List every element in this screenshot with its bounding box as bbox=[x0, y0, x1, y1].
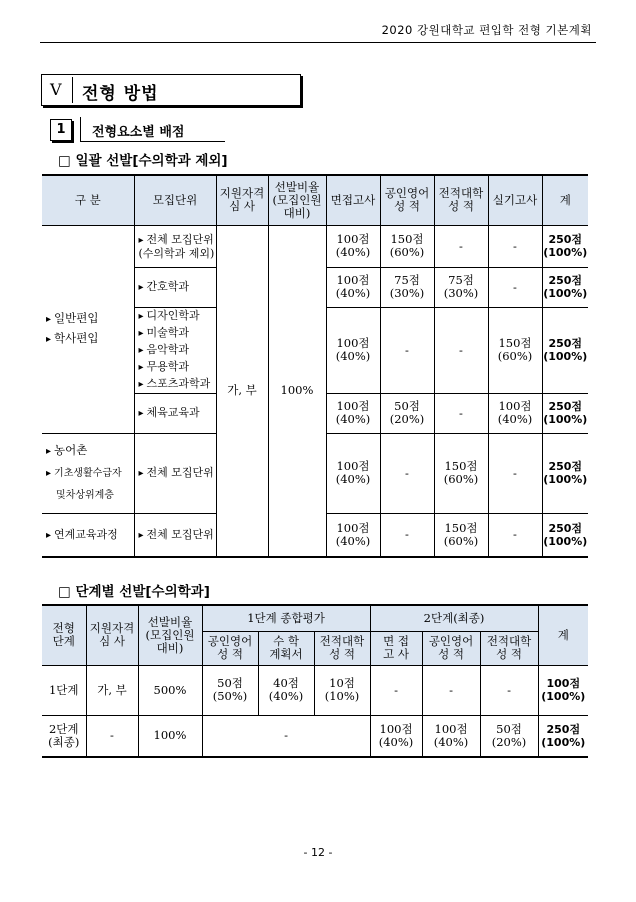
interview-cell bbox=[326, 267, 380, 307]
header-s2-interview bbox=[370, 631, 422, 665]
list-item: ▸ 기초생활수급자 bbox=[46, 468, 122, 479]
unit-cell: ▸ 체육교육과 bbox=[134, 393, 216, 433]
table1-label: □ 일괄 선발[수의학과 제외] bbox=[58, 153, 228, 169]
value: 250점 bbox=[548, 337, 583, 350]
value: (100%) bbox=[543, 287, 588, 300]
unit-name: 무용학과 bbox=[146, 359, 190, 373]
value: 150점 bbox=[498, 336, 532, 350]
group-item: 학사편입 bbox=[54, 331, 99, 345]
header-line: 면 접 bbox=[383, 634, 409, 648]
header-line: 성 적 bbox=[217, 647, 243, 661]
unit-cell: ▸ 간호학과 bbox=[134, 267, 216, 307]
s2-interview-cell: - bbox=[370, 665, 422, 715]
s2-english-cell: - bbox=[422, 665, 480, 715]
value: 250점 bbox=[546, 722, 581, 736]
s2-interview-cell bbox=[370, 715, 422, 757]
value: 40점 bbox=[273, 676, 299, 690]
s1-plan-cell bbox=[258, 665, 314, 715]
header-stage bbox=[42, 605, 86, 665]
s2-transcript-cell bbox=[480, 715, 538, 757]
table1-header-row bbox=[42, 175, 588, 225]
value: 250점 bbox=[548, 274, 583, 287]
total-cell bbox=[538, 715, 588, 757]
header-line: 성 적 bbox=[329, 647, 355, 661]
unit-cell: ▸ 전체 모집단위 bbox=[134, 513, 216, 557]
value: 100점 bbox=[336, 520, 370, 535]
unit-cell bbox=[134, 307, 216, 393]
value: (100%) bbox=[543, 350, 588, 363]
value: (50%) bbox=[212, 689, 248, 703]
unit-cell: ▸ 전체 모집단위 (수의학과 제외) bbox=[134, 225, 216, 267]
value: (40%) bbox=[335, 286, 371, 300]
header-line: 성 적 bbox=[394, 199, 420, 214]
value: 100점 bbox=[336, 273, 370, 287]
value: 50점 bbox=[394, 399, 420, 413]
value: 250점 bbox=[548, 521, 583, 535]
unit-name: 음악학과 bbox=[146, 342, 190, 356]
section-number: Ⅴ bbox=[50, 80, 62, 99]
header-line: 단계 bbox=[52, 634, 75, 649]
interview-cell bbox=[326, 307, 380, 393]
header-line: 심 사 bbox=[229, 199, 255, 214]
scoring-table-veterinary bbox=[42, 604, 588, 758]
unit-name: (수의학과 제외) bbox=[138, 246, 215, 260]
value: 100점 bbox=[379, 721, 413, 736]
interview-cell bbox=[326, 225, 380, 267]
list-item: ▸ 디자인학과 bbox=[138, 308, 200, 322]
transcript-cell: - bbox=[434, 307, 488, 393]
value: (60%) bbox=[443, 472, 479, 486]
practical-cell bbox=[488, 393, 542, 433]
english-cell bbox=[380, 393, 434, 433]
total-cell bbox=[542, 267, 588, 307]
value: (30%) bbox=[389, 286, 425, 300]
header-line: (모집인원 bbox=[145, 627, 195, 642]
value: (100%) bbox=[543, 473, 588, 486]
value: (100%) bbox=[543, 246, 588, 259]
table-row bbox=[42, 665, 588, 715]
unit-name: 체육교육과 bbox=[146, 406, 200, 419]
group-cell bbox=[42, 225, 134, 433]
value: 75점 bbox=[448, 273, 474, 287]
value: (40%) bbox=[268, 689, 304, 703]
page-number: - 12 - bbox=[303, 846, 333, 859]
value: (10%) bbox=[324, 689, 360, 703]
unit-name: 전체 모집단위 bbox=[146, 232, 214, 246]
value: (60%) bbox=[497, 349, 533, 363]
header-line: 공인영어 bbox=[428, 634, 474, 648]
unit-name: 간호학과 bbox=[146, 280, 190, 293]
subsection-divider bbox=[80, 117, 81, 141]
value: (100%) bbox=[543, 413, 588, 426]
unit-name: 미술학과 bbox=[146, 325, 190, 339]
list-item bbox=[46, 485, 134, 507]
qual-cell: - bbox=[86, 715, 138, 757]
value: (60%) bbox=[389, 245, 425, 259]
header-line: 전적대학 bbox=[319, 634, 365, 648]
interview-cell bbox=[326, 513, 380, 557]
header-english bbox=[380, 175, 434, 225]
unit-cell: ▸ 전체 모집단위 bbox=[134, 433, 216, 513]
table-row bbox=[42, 225, 588, 267]
list-item: ▸ 스포츠과학과 bbox=[138, 376, 211, 390]
total-cell bbox=[538, 665, 588, 715]
s1-transcript-cell bbox=[314, 665, 370, 715]
value: (40%) bbox=[335, 533, 371, 548]
value: (최종) bbox=[48, 734, 80, 749]
list-item: ▸ 음악학과 bbox=[138, 342, 190, 356]
value: 150점 bbox=[444, 520, 478, 535]
value: 250점 bbox=[548, 460, 583, 473]
header-gubun: 구 분 bbox=[42, 175, 134, 225]
header-line: 성 적 bbox=[496, 647, 522, 661]
header-line: 지원자격 bbox=[89, 621, 135, 636]
header-line: 고 사 bbox=[383, 647, 409, 661]
list-item: ▸ 미술학과 bbox=[138, 325, 190, 339]
english-cell: - bbox=[380, 433, 434, 513]
header-line: 전적대학 bbox=[486, 634, 532, 648]
total-cell bbox=[542, 225, 588, 267]
header-ratio bbox=[138, 605, 202, 665]
practical-cell bbox=[488, 307, 542, 393]
unit-name: 디자인학과 bbox=[146, 308, 200, 322]
header-line: (모집인원 bbox=[272, 192, 322, 207]
value: 50점 bbox=[496, 721, 522, 736]
practical-cell: - bbox=[488, 225, 542, 267]
total-cell bbox=[542, 433, 588, 513]
transcript-cell bbox=[434, 513, 488, 557]
header-s1-plan bbox=[258, 631, 314, 665]
header-line: 성 적 bbox=[438, 647, 464, 661]
value: (40%) bbox=[497, 412, 533, 426]
header-line: 지원자격 bbox=[219, 186, 265, 201]
value: 100점 bbox=[546, 677, 581, 690]
header-line: 대비) bbox=[283, 205, 311, 220]
s2-english-cell bbox=[422, 715, 480, 757]
english-cell: - bbox=[380, 307, 434, 393]
header-line: 선발비율 bbox=[274, 179, 320, 194]
section-divider bbox=[72, 77, 73, 103]
interview-cell bbox=[326, 393, 380, 433]
value: (40%) bbox=[335, 349, 371, 363]
subsection-underline bbox=[80, 141, 225, 142]
section-title: 전형 방법 bbox=[82, 84, 159, 104]
header-qual bbox=[216, 175, 268, 225]
value: (40%) bbox=[335, 472, 371, 486]
stage-cell: 1단계 bbox=[42, 665, 86, 715]
english-cell bbox=[380, 267, 434, 307]
header-total: 계 bbox=[542, 175, 588, 225]
transcript-cell bbox=[434, 267, 488, 307]
subsection-title: 전형요소별 배점 bbox=[92, 125, 185, 140]
group-cell bbox=[42, 433, 134, 513]
header-line: 공인영어 bbox=[207, 634, 253, 648]
value: (60%) bbox=[443, 533, 479, 548]
header-qual bbox=[86, 605, 138, 665]
value: 75점 bbox=[394, 273, 420, 287]
practical-cell: - bbox=[488, 267, 542, 307]
group-item: 연계교육과정 bbox=[54, 527, 118, 541]
subsection-number: 1 bbox=[50, 119, 72, 141]
header-rule bbox=[40, 42, 596, 43]
header-stage2: 2단계(최종) bbox=[370, 605, 538, 631]
value: 100점 bbox=[336, 336, 370, 350]
header-line: 계획서 bbox=[269, 647, 303, 661]
table2-header-row bbox=[42, 605, 588, 631]
ratio-cell: 100% bbox=[138, 715, 202, 757]
total-cell bbox=[542, 513, 588, 557]
value: (30%) bbox=[443, 286, 479, 300]
group-item: 기초생활수급자 bbox=[54, 468, 122, 479]
value: (100%) bbox=[543, 534, 588, 548]
ratio-cell: 500% bbox=[138, 665, 202, 715]
value: 100점 bbox=[336, 232, 370, 246]
value: 2단계 bbox=[48, 721, 79, 736]
value: (40%) bbox=[433, 734, 469, 749]
stage-cell bbox=[42, 715, 86, 757]
value: 50점 bbox=[217, 676, 243, 690]
header-practical: 실기고사 bbox=[488, 175, 542, 225]
header-interview: 면접고사 bbox=[326, 175, 380, 225]
unit-name: 전체 모집단위 bbox=[146, 466, 214, 479]
header-line: 공인영어 bbox=[384, 186, 430, 201]
list-item: ▸ 농어촌 bbox=[46, 443, 88, 457]
total-cell bbox=[542, 307, 588, 393]
header-s2-transcript bbox=[480, 631, 538, 665]
unit-name: 스포츠과학과 bbox=[146, 376, 211, 390]
value: (40%) bbox=[335, 245, 371, 259]
list-item: ▸ 무용학과 bbox=[138, 359, 190, 373]
english-cell: - bbox=[380, 513, 434, 557]
s1-merged-cell: - bbox=[202, 715, 370, 757]
header-ratio bbox=[268, 175, 326, 225]
group-cell: ▸ 연계교육과정 bbox=[42, 513, 134, 557]
header-s1-transcript bbox=[314, 631, 370, 665]
unit-name: 전체 모집단위 bbox=[146, 527, 214, 541]
section-heading bbox=[41, 74, 301, 106]
english-cell bbox=[380, 225, 434, 267]
header-line: 선발비율 bbox=[147, 614, 193, 629]
practical-cell: - bbox=[488, 433, 542, 513]
header-line: 전적대학 bbox=[438, 186, 484, 201]
value: (100%) bbox=[541, 690, 586, 703]
group-item: 및차상위계층 bbox=[56, 490, 114, 501]
header-s2-english bbox=[422, 631, 480, 665]
s2-transcript-cell: - bbox=[480, 665, 538, 715]
qual-cell: 가, 부 bbox=[216, 225, 268, 557]
table2-label: □ 단계별 선발[수의학과] bbox=[58, 584, 210, 600]
total-cell bbox=[542, 393, 588, 433]
header-transcript bbox=[434, 175, 488, 225]
value: 100점 bbox=[434, 721, 468, 736]
transcript-cell: - bbox=[434, 225, 488, 267]
transcript-cell bbox=[434, 433, 488, 513]
transcript-cell: - bbox=[434, 393, 488, 433]
list-item: ▸ 학사편입 bbox=[46, 331, 99, 345]
header-line: 성 적 bbox=[448, 199, 474, 214]
value: 10점 bbox=[329, 676, 355, 690]
practical-cell: - bbox=[488, 513, 542, 557]
qual-cell: 가, 부 bbox=[86, 665, 138, 715]
value: 150점 bbox=[444, 459, 478, 473]
value: (40%) bbox=[335, 412, 371, 426]
header-line: 대비) bbox=[156, 640, 184, 655]
s1-english-cell bbox=[202, 665, 258, 715]
group-item: 일반편입 bbox=[54, 311, 99, 325]
interview-cell bbox=[326, 433, 380, 513]
header-s1-english bbox=[202, 631, 258, 665]
value: 150점 bbox=[390, 232, 424, 246]
list-item: ▸ 일반편입 bbox=[46, 311, 99, 325]
header-line: 심 사 bbox=[99, 634, 125, 649]
header-total: 계 bbox=[538, 605, 588, 665]
value: (20%) bbox=[389, 412, 425, 426]
scoring-table-general bbox=[42, 174, 588, 558]
value: 250점 bbox=[548, 233, 583, 246]
header-line: 수 학 bbox=[273, 634, 299, 648]
header-line: 전형 bbox=[52, 621, 75, 636]
value: 100점 bbox=[498, 399, 532, 413]
group-item: 농어촌 bbox=[54, 443, 88, 457]
page-header: 2020 강원대학교 편입학 전형 기본계획 bbox=[381, 23, 592, 37]
header-stage1: 1단계 종합평가 bbox=[202, 605, 370, 631]
table-row bbox=[42, 715, 588, 757]
value: (20%) bbox=[491, 734, 527, 749]
value: 100점 bbox=[336, 399, 370, 413]
value: (40%) bbox=[378, 734, 414, 749]
value: 100점 bbox=[336, 459, 370, 473]
value: (100%) bbox=[541, 735, 586, 749]
value: 250점 bbox=[548, 400, 583, 413]
header-unit: 모집단위 bbox=[134, 175, 216, 225]
ratio-cell: 100% bbox=[268, 225, 326, 557]
